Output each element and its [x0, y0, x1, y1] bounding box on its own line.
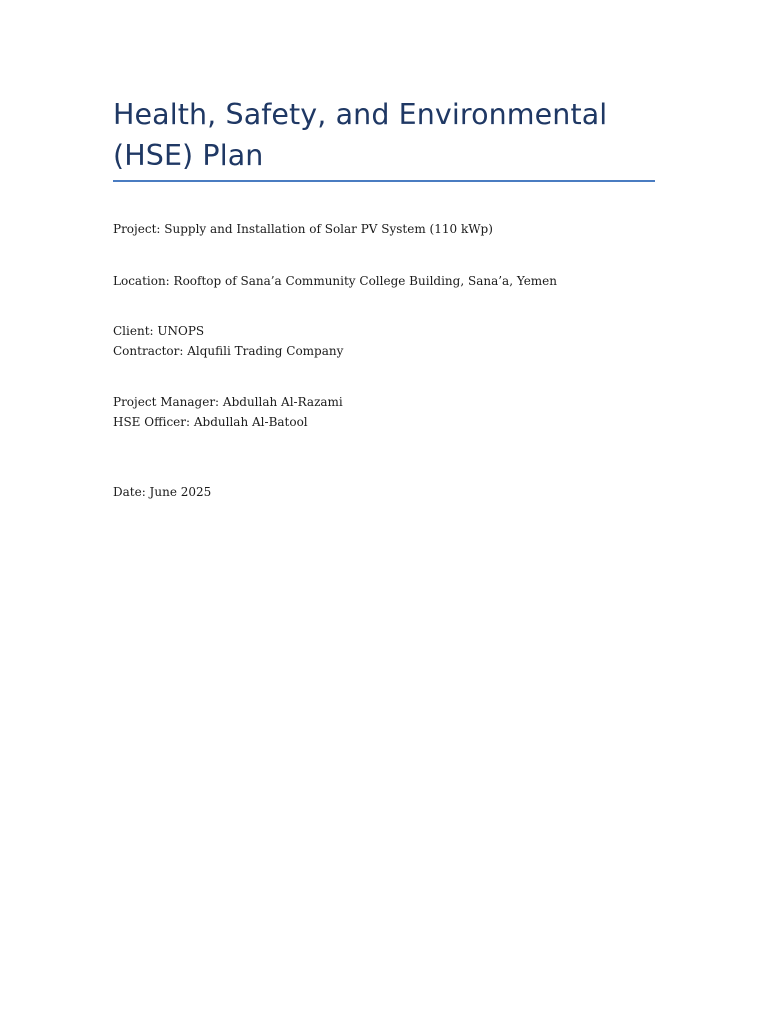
- date-line: Date: June 2025: [113, 485, 212, 499]
- project-manager-line: Project Manager: Abdullah Al-Razami: [113, 395, 343, 409]
- client-line: Client: UNOPS: [113, 324, 205, 338]
- hse-officer-line: HSE Officer: Abdullah Al-Batool: [113, 415, 308, 429]
- project-line: Project: Supply and Installation of Solar PV System (110 kWp): [113, 222, 493, 236]
- title-underline: [113, 180, 655, 182]
- contractor-line: Contractor: Alqufili Trading Company: [113, 344, 344, 358]
- location-line: Location: Rooftop of Sana’a Community College Building, Sana’a, Yemen: [113, 274, 558, 288]
- document-title: Health, Safety, and Environmental (HSE) Plan: [113, 98, 608, 172]
